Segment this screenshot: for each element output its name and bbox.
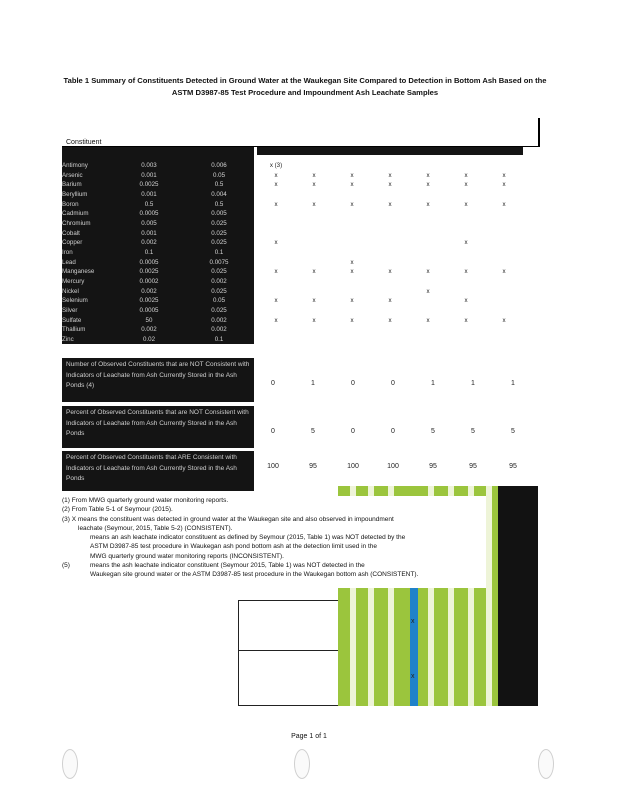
detection-mark: x: [388, 316, 392, 324]
punch-hole-icon: [62, 749, 78, 779]
detection-mark: [371, 277, 409, 287]
summary-value: 95: [429, 463, 437, 470]
green-stripe: [486, 486, 492, 706]
detection-mark: [295, 248, 333, 258]
detection-mark: [295, 287, 333, 297]
detection-mark: [371, 190, 409, 200]
table-row: [62, 161, 523, 171]
detection-mark: x: [312, 181, 316, 189]
detection-mark: [371, 209, 409, 219]
detection-mark: x: [464, 200, 468, 208]
footnote-3-cont: leachate (Seymour, 2015, Table 5-2) (CONSISTENT).: [78, 524, 233, 532]
detection-mark: [371, 238, 409, 248]
detection-limit-1: 0.0005: [114, 258, 184, 268]
detection-mark: x: [502, 171, 506, 179]
detection-mark: [295, 335, 333, 345]
detection-mark: [409, 335, 447, 345]
detection-mark: [333, 219, 371, 229]
summary-value: 0: [271, 428, 275, 435]
punch-hole-icon: [538, 749, 554, 779]
detection-mark: x: [426, 181, 430, 189]
detection-mark: [485, 190, 523, 200]
detection-mark: [485, 277, 523, 287]
summary-value: 95: [469, 463, 477, 470]
detection-mark: [333, 335, 371, 345]
detection-mark: x: [388, 268, 392, 276]
table-row: [62, 171, 523, 181]
constituent-name: Chromium: [62, 219, 114, 229]
detection-mark: [295, 219, 333, 229]
footnote-2: (2) From Table 5-1 of Seymour (2015).: [62, 506, 173, 514]
table-row: [62, 200, 523, 210]
table-title: Table 1 Summary of Constituents Detected in Ground Water at the Waukegan Site Compared to Detection in Bottom Ash Based on the ASTM D3987-85 Test Procedure and Impoundment Ash Leachate Samples: [63, 76, 547, 97]
detection-mark: [447, 161, 485, 171]
detection-mark: [447, 287, 485, 297]
constituent-name: Silver: [62, 306, 114, 316]
constituent-name: Cadmium: [62, 209, 114, 219]
detection-mark: x: [312, 316, 316, 324]
summary-value: 100: [267, 463, 279, 470]
detection-limit-1: 0.1: [114, 248, 184, 258]
detection-mark: [257, 258, 295, 268]
detection-mark: x: [426, 200, 430, 208]
detection-limit-2: 0.025: [184, 238, 254, 248]
detection-limit-2: 0.5: [184, 200, 254, 210]
detection-mark: x: [350, 258, 354, 266]
detection-limit-1: 50: [114, 316, 184, 326]
constituent-header: Constituent: [66, 139, 102, 146]
detection-mark: x: [350, 268, 354, 276]
summary-value: 5: [311, 428, 315, 435]
detection-mark: x: [274, 181, 278, 189]
detection-mark: x: [464, 297, 468, 305]
detection-mark: [409, 306, 447, 316]
summary-value: 100: [387, 463, 399, 470]
detection-mark: x: [274, 268, 278, 276]
detection-mark: [447, 258, 485, 268]
detection-mark: [447, 325, 485, 335]
constituent-name: Copper: [62, 238, 114, 248]
detection-mark: x: [502, 316, 506, 324]
page-footer: Page 1 of 1: [291, 733, 327, 740]
detection-mark: [409, 229, 447, 239]
summary-value: 100: [347, 463, 359, 470]
detection-mark: [447, 335, 485, 345]
constituent-name: Arsenic: [62, 171, 114, 181]
footnote-5-cont: Waukegan site ground water or the ASTM D3987-85 test procedure in the Waukegan bottom ash (CONSISTENT).: [90, 571, 419, 579]
detection-mark: [447, 248, 485, 258]
detection-mark: [333, 209, 371, 219]
constituent-name: Thallium: [62, 325, 114, 335]
detection-mark: [295, 238, 333, 248]
detection-mark: x: [502, 181, 506, 189]
detection-mark: [485, 161, 523, 171]
table-row: [62, 287, 523, 297]
detection-mark: [409, 248, 447, 258]
detection-limit-1: 0.002: [114, 287, 184, 297]
detection-limit-2: 0.002: [184, 277, 254, 287]
detection-mark: [485, 209, 523, 219]
detection-mark: [257, 229, 295, 239]
detection-mark: [409, 325, 447, 335]
detection-mark: x: [464, 316, 468, 324]
footnote-5: means the ash leachate indicator constituent (Seymour 2015, Table 1) was NOT detected in the: [90, 562, 365, 570]
detection-mark: [409, 238, 447, 248]
detection-mark: [295, 209, 333, 219]
summary-value: 1: [311, 380, 315, 387]
summary-value: 1: [431, 380, 435, 387]
header-cell: [295, 147, 333, 155]
constituent-name: Beryllium: [62, 190, 114, 200]
footnote-5-row: [62, 561, 486, 570]
detection-limit-2: 0.05: [184, 296, 254, 306]
table-row: [62, 258, 523, 268]
detection-mark: [295, 190, 333, 200]
detection-limit-2: 0.0075: [184, 258, 254, 268]
table-row: [62, 296, 523, 306]
detection-mark: x: [464, 239, 468, 247]
summary-label: Percent of Observed Constituents that are NOT Consistent with Indicators of Leachate from Ash Currently Stored in the Ash Ponds: [62, 406, 254, 448]
constituent-name: Lead: [62, 258, 114, 268]
header-cell: [485, 147, 523, 155]
punch-hole-icon: [294, 749, 310, 779]
detection-mark: [485, 287, 523, 297]
detection-mark: x: [426, 171, 430, 179]
detection-limit-2: 0.1: [184, 335, 254, 345]
detection-mark: [333, 229, 371, 239]
detection-mark: x: [350, 297, 354, 305]
detection-mark: x: [274, 200, 278, 208]
detection-mark: [447, 219, 485, 229]
detection-limit-2: 0.025: [184, 219, 254, 229]
detection-mark: [333, 161, 371, 171]
detection-mark: [485, 325, 523, 335]
detection-mark: [447, 277, 485, 287]
detection-limit-2: 0.05: [184, 171, 254, 181]
detection-mark: [409, 277, 447, 287]
detection-limit-2: 0.005: [184, 209, 254, 219]
detection-mark: [257, 287, 295, 297]
table-row: [62, 316, 523, 326]
detection-mark: [295, 258, 333, 268]
summary-value: 1: [471, 380, 475, 387]
detection-mark: [295, 306, 333, 316]
constituent-name: Selenium: [62, 296, 114, 306]
header-cell: [409, 147, 447, 155]
detection-mark: [485, 258, 523, 268]
table-row: [62, 229, 523, 239]
detection-mark: [333, 190, 371, 200]
detection-mark: [257, 219, 295, 229]
detection-mark: [447, 306, 485, 316]
overlay-grid-line: [238, 650, 338, 651]
detection-limit-2: 0.5: [184, 180, 254, 190]
summary-label: Number of Observed Constituents that are NOT Consistent with Indicators of Leachate from Ash Currently Stored in the Ash Ponds (4): [62, 358, 254, 402]
detection-mark: [485, 306, 523, 316]
header-cell: [114, 147, 184, 155]
header-cell: [447, 147, 485, 155]
detection-mark: x: [426, 268, 430, 276]
footnote-4: means an ash leachate indicator constituent as defined by Seymour (2015, Table 1) was NOT detected by the: [90, 534, 406, 542]
detection-limit-1: 0.0025: [114, 267, 184, 277]
footnote-1: (1) From MWG quarterly ground water monitoring reports.: [62, 497, 229, 504]
table-row: [62, 219, 523, 229]
summary-value: 5: [511, 428, 515, 435]
detection-limit-1: 0.005: [114, 219, 184, 229]
overlay-check-mark: x: [411, 618, 415, 625]
detection-mark: [333, 325, 371, 335]
detection-mark: x: [274, 171, 278, 179]
detection-mark: [371, 306, 409, 316]
detection-mark: [409, 296, 447, 306]
detection-mark: [371, 287, 409, 297]
table-row: [62, 238, 523, 248]
detection-mark: [257, 209, 295, 219]
constituent-name: Zinc: [62, 335, 114, 345]
footnote-3: (3) X means the constituent was detected in ground water at the Waukegan site and also observed in impoundment: [62, 515, 394, 523]
table-row: [62, 325, 523, 335]
detection-mark: [485, 219, 523, 229]
detection-mark: x: [464, 268, 468, 276]
detection-mark: [485, 248, 523, 258]
constituent-name: Barium: [62, 180, 114, 190]
constituent-name: Boron: [62, 200, 114, 210]
detection-limit-1: 0.003: [114, 161, 184, 171]
overlay-check-mark: x: [411, 673, 415, 680]
header-cell: [371, 147, 409, 155]
detection-mark: [447, 209, 485, 219]
footnotes: [62, 496, 486, 588]
detection-mark: [295, 161, 333, 171]
detection-mark: x: [388, 200, 392, 208]
detection-mark: [371, 335, 409, 345]
detection-mark: [257, 277, 295, 287]
detection-mark: x: [388, 171, 392, 179]
detection-mark: [447, 229, 485, 239]
table-row: [62, 180, 523, 190]
constituent-name: Sulfate: [62, 316, 114, 326]
table-row: [62, 306, 523, 316]
detection-mark: [409, 161, 447, 171]
detection-mark: x: [388, 181, 392, 189]
constituent-name: Antimony: [62, 161, 114, 171]
detection-limit-1: 0.0005: [114, 306, 184, 316]
detection-limit-1: 0.02: [114, 335, 184, 345]
constituent-name: Mercury: [62, 277, 114, 287]
table-row: [62, 277, 523, 287]
summary-value: 0: [351, 380, 355, 387]
dark-side-bar: [498, 486, 538, 706]
detection-mark: [257, 248, 295, 258]
detection-mark: [333, 238, 371, 248]
detection-mark: [447, 190, 485, 200]
detection-mark: [295, 277, 333, 287]
detection-mark: [371, 248, 409, 258]
detection-mark: [485, 296, 523, 306]
table-row: [62, 190, 523, 200]
detection-mark: [371, 258, 409, 268]
table-row: [62, 335, 523, 345]
detection-mark: [485, 335, 523, 345]
detection-mark: x: [312, 297, 316, 305]
detection-limit-1: 0.0005: [114, 209, 184, 219]
constituents-table-body: [62, 147, 523, 344]
detection-limit-2: 0.006: [184, 161, 254, 171]
detection-mark: x: [350, 316, 354, 324]
detection-mark: x: [274, 239, 278, 247]
detection-mark: [257, 325, 295, 335]
summary-value: 5: [431, 428, 435, 435]
constituent-name: Cobalt: [62, 229, 114, 239]
detection-limit-1: 0.001: [114, 190, 184, 200]
table-row: [62, 267, 523, 277]
detection-mark: [333, 277, 371, 287]
detection-mark: x: [464, 171, 468, 179]
summary-value: 0: [351, 428, 355, 435]
detection-mark: x: [274, 297, 278, 305]
detection-limit-2: 0.025: [184, 306, 254, 316]
detection-mark: x: [312, 268, 316, 276]
detection-mark: x: [502, 200, 506, 208]
detection-mark: [409, 190, 447, 200]
detection-mark: [257, 190, 295, 200]
table-row: [62, 209, 523, 219]
detection-mark: x: [312, 200, 316, 208]
detection-limit-2: 0.002: [184, 316, 254, 326]
detection-limit-1: 0.001: [114, 229, 184, 239]
constituent-name: Iron: [62, 248, 114, 258]
detection-limit-2: 0.004: [184, 190, 254, 200]
detection-mark: [409, 258, 447, 268]
detection-mark: [409, 209, 447, 219]
detection-mark: [333, 287, 371, 297]
header-rule-vertical: [538, 118, 540, 147]
footnote-5-marker: (5): [62, 562, 70, 570]
table-row: [62, 248, 523, 258]
detection-limit-2: 0.002: [184, 325, 254, 335]
detection-mark: [295, 325, 333, 335]
detection-mark: [333, 248, 371, 258]
detection-limit-2: 0.025: [184, 267, 254, 277]
detection-limit-1: 0.0002: [114, 277, 184, 287]
summary-value: 5: [471, 428, 475, 435]
detection-mark: x: [464, 181, 468, 189]
detection-mark: [257, 306, 295, 316]
summary-value: 95: [309, 463, 317, 470]
summary-value: 0: [391, 428, 395, 435]
detection-mark: x: [350, 200, 354, 208]
summary-value: 95: [509, 463, 517, 470]
detection-mark: [485, 229, 523, 239]
footnote-4-cont: ASTM D3987-85 test procedure in Waukegan ash pond bottom ash at the detection limit used in the: [90, 543, 378, 551]
detection-limit-2: 0.025: [184, 287, 254, 297]
detection-limit-1: 0.5: [114, 200, 184, 210]
summary-value: 0: [391, 380, 395, 387]
detection-limit-1: 0.001: [114, 171, 184, 181]
detection-mark: x: [426, 287, 430, 295]
detection-mark: [257, 335, 295, 345]
constituent-name: Nickel: [62, 287, 114, 297]
detection-mark: x: [502, 268, 506, 276]
footnote-4-cont: MWG quarterly ground water monitoring reports (INCONSISTENT).: [90, 552, 284, 560]
detection-limit-1: 0.002: [114, 238, 184, 248]
detection-limit-1: 0.002: [114, 325, 184, 335]
detection-limit-2: 0.1: [184, 248, 254, 258]
table-header-strip: [62, 147, 523, 155]
summary-label: Percent of Observed Constituents that ARE Consistent with Indicators of Leachate from Ash Currently Stored in the Ash Ponds: [62, 451, 254, 491]
detection-mark: [371, 229, 409, 239]
constituents-table: [62, 147, 523, 344]
detection-mark: [371, 219, 409, 229]
header-cell: [333, 147, 371, 155]
detection-mark: [485, 238, 523, 248]
detection-mark: [295, 229, 333, 239]
blue-highlight-bar: [410, 586, 418, 706]
detection-mark: x: [312, 171, 316, 179]
detection-mark: x: [350, 171, 354, 179]
detection-mark: x: [274, 316, 278, 324]
constituent-name: Manganese: [62, 267, 114, 277]
detection-limit-1: 0.0025: [114, 180, 184, 190]
detection-mark: [333, 306, 371, 316]
header-cell: [62, 147, 114, 155]
detection-mark: [371, 161, 409, 171]
overlay-grid-box: [238, 600, 338, 706]
detection-mark: [409, 219, 447, 229]
header-cell: [257, 147, 295, 155]
detection-limit-1: 0.0025: [114, 296, 184, 306]
summary-value: 0: [271, 380, 275, 387]
detection-mark: x: [350, 181, 354, 189]
detection-mark: x (3): [269, 162, 283, 169]
detection-mark: x: [388, 297, 392, 305]
detection-mark: x: [426, 316, 430, 324]
header-cell: [184, 147, 254, 155]
detection-limit-2: 0.025: [184, 229, 254, 239]
summary-value: 1: [511, 380, 515, 387]
detection-mark: [371, 325, 409, 335]
